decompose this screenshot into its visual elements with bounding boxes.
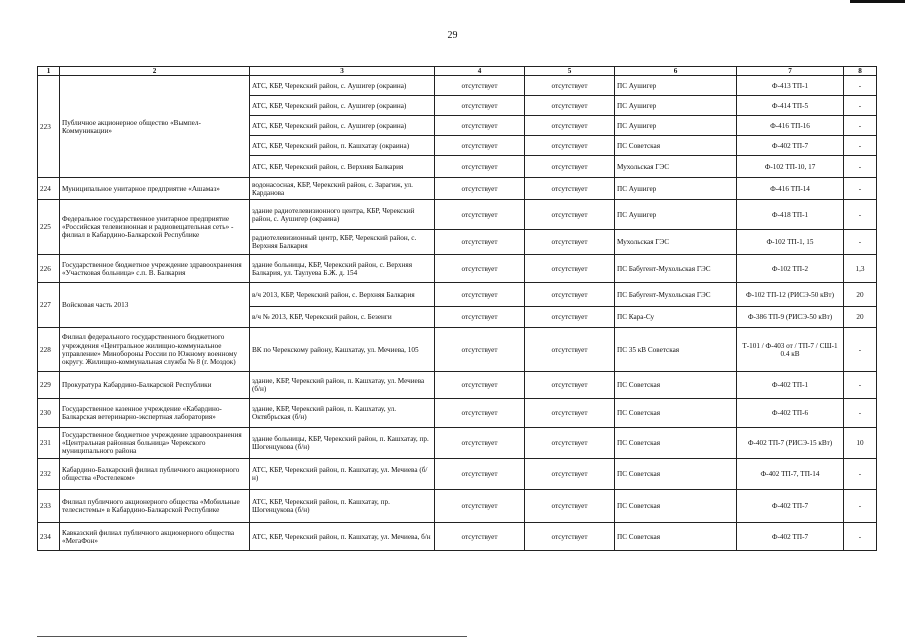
col-header: 4 xyxy=(435,67,525,76)
table-row xyxy=(38,372,877,399)
feeder-cell: Ф-413 ТП-1 xyxy=(737,76,844,96)
col5-cell: отсутствует xyxy=(525,523,615,551)
address-cell: водонасосная, КБР, Черекский район, с. Зарагиж, ул. Карданова xyxy=(250,178,435,200)
organization-cell: Кавказский филиал публичного акционерного общества «МегаФон» xyxy=(60,523,250,551)
table-row xyxy=(38,283,877,307)
row-number: 225 xyxy=(38,200,60,255)
col4-cell: отсутствует xyxy=(435,178,525,200)
col4-cell: отсутствует xyxy=(435,200,525,230)
col4-cell: отсутствует xyxy=(435,372,525,399)
col4-cell: отсутствует xyxy=(435,96,525,116)
substation-cell: ПС Советская xyxy=(615,490,737,523)
substation-cell: Мухольская ГЭС xyxy=(615,230,737,255)
feeder-cell: Ф-416 ТП-16 xyxy=(737,116,844,136)
col5-cell: отсутствует xyxy=(525,230,615,255)
organization-cell: Войсковая часть 2013 xyxy=(60,283,250,328)
col8-cell: - xyxy=(844,136,877,156)
row-number: 230 xyxy=(38,399,60,428)
bottom-rule xyxy=(37,636,467,637)
col4-cell: отсутствует xyxy=(435,76,525,96)
feeder-cell: Ф-402 ТП-1 xyxy=(737,372,844,399)
col8-cell: - xyxy=(844,156,877,178)
row-number: 232 xyxy=(38,459,60,490)
address-cell: АТС, КБР, Черекский район, с. Аушигер (окраина) xyxy=(250,76,435,96)
table-row xyxy=(38,399,877,428)
col5-cell: отсутствует xyxy=(525,307,615,328)
row-number: 226 xyxy=(38,255,60,283)
table-row xyxy=(38,428,877,459)
col5-cell: отсутствует xyxy=(525,428,615,459)
data-table xyxy=(37,66,877,551)
feeder-cell: Ф-402 ТП-7 xyxy=(737,523,844,551)
feeder-cell: Ф-416 ТП-14 xyxy=(737,178,844,200)
col8-cell: 20 xyxy=(844,307,877,328)
organization-cell: Прокуратура Кабардино-Балкарской Республики xyxy=(60,372,250,399)
substation-cell: ПС Аушигер xyxy=(615,116,737,136)
organization-cell: Филиал федерального государственного бюджетного учреждения «Центральное жилищно-коммунальное управление» Минобороны России по Южному военному округу. Жилищно-коммунальная служба № 8 (г. Моздок) xyxy=(60,328,250,372)
col4-cell: отсутствует xyxy=(435,459,525,490)
substation-cell: ПС Советская xyxy=(615,459,737,490)
col8-cell: - xyxy=(844,96,877,116)
feeder-cell: Ф-386 ТП-9 (РИСЭ-50 кВт) xyxy=(737,307,844,328)
row-number: 223 xyxy=(38,76,60,178)
substation-cell: ПС Бабугент-Мухольская ГЭС xyxy=(615,283,737,307)
feeder-cell: Т-101 / Ф-403 от / ТП-7 / СШ-1 0.4 кВ xyxy=(737,328,844,372)
substation-cell: Мухольская ГЭС xyxy=(615,156,737,178)
substation-cell: ПС Советская xyxy=(615,523,737,551)
col4-cell: отсутствует xyxy=(435,136,525,156)
organization-cell: Государственное казенное учреждение «Кабардино-Балкарская ветеринарно-экспертная лаборатория» xyxy=(60,399,250,428)
table-row xyxy=(38,328,877,372)
address-cell: здание радиотелевизионного центра, КБР, Черекский район, с. Аушигер (окраина) xyxy=(250,200,435,230)
table-row xyxy=(38,200,877,230)
feeder-cell: Ф-402 ТП-7 xyxy=(737,490,844,523)
address-cell: ВК по Черекскому району, Кашхатау, ул. Мечиева, 105 xyxy=(250,328,435,372)
col8-cell: - xyxy=(844,116,877,136)
table-row xyxy=(38,76,877,96)
col5-cell: отсутствует xyxy=(525,459,615,490)
col4-cell: отсутствует xyxy=(435,307,525,328)
substation-cell: ПС Аушигер xyxy=(615,178,737,200)
col8-cell: - xyxy=(844,76,877,96)
organization-cell: Публичное акционерное общество «Вымпел-Коммуникации» xyxy=(60,76,250,178)
table-row xyxy=(38,255,877,283)
col5-cell: отсутствует xyxy=(525,255,615,283)
organization-cell: Филиал публичного акционерного общества «Мобильные телесистемы» в Кабардино-Балкарской Республике xyxy=(60,490,250,523)
col4-cell: отсутствует xyxy=(435,230,525,255)
address-cell: здание больницы, КБР, Черекский район, п. Кашхатау, пр. Шогенцукова (б/н) xyxy=(250,428,435,459)
feeder-cell: Ф-102 ТП-10, 17 xyxy=(737,156,844,178)
feeder-cell: Ф-402 ТП-7 xyxy=(737,136,844,156)
row-number: 224 xyxy=(38,178,60,200)
organization-cell: Федеральное государственное унитарное предприятие «Российская телевизионная и радиовещательная сеть» - филиал в Кабардино-Балкарской Республике xyxy=(60,200,250,255)
col8-cell: 10 xyxy=(844,428,877,459)
col-header: 8 xyxy=(844,67,877,76)
col5-cell: отсутствует xyxy=(525,328,615,372)
col4-cell: отсутствует xyxy=(435,156,525,178)
col5-cell: отсутствует xyxy=(525,283,615,307)
col8-cell: 1,3 xyxy=(844,255,877,283)
table-row xyxy=(38,490,877,523)
substation-cell: ПС Аушигер xyxy=(615,76,737,96)
address-cell: АТС, КБР, Черекский район, с. Верхняя Балкария xyxy=(250,156,435,178)
address-cell: АТС, КБР, Черекский район, с. Аушигер (окраина) xyxy=(250,96,435,116)
address-cell: в/ч 2013, КБР, Черекский район, с. Верхняя Балкария xyxy=(250,283,435,307)
row-number: 227 xyxy=(38,283,60,328)
organization-cell: Государственное бюджетное учреждение здравоохранения «Центральная районная больница» Черекского муниципального района xyxy=(60,428,250,459)
address-cell: в/ч № 2013, КБР, Черекский район, с. Безенги xyxy=(250,307,435,328)
header-row xyxy=(38,67,877,76)
col4-cell: отсутствует xyxy=(435,328,525,372)
col-header: 7 xyxy=(737,67,844,76)
col-header: 5 xyxy=(525,67,615,76)
substation-cell: ПС 35 кВ Советская xyxy=(615,328,737,372)
substation-cell: ПС Советская xyxy=(615,399,737,428)
feeder-cell: Ф-402 ТП-7, ТП-14 xyxy=(737,459,844,490)
organization-cell: Государственное бюджетное учреждение здравоохранения «Участковая больница» с.п. В. Балкария xyxy=(60,255,250,283)
col5-cell: отсутствует xyxy=(525,178,615,200)
col-header: 1 xyxy=(38,67,60,76)
feeder-cell: Ф-402 ТП-6 xyxy=(737,399,844,428)
col5-cell: отсутствует xyxy=(525,399,615,428)
col8-cell: 20 xyxy=(844,283,877,307)
col5-cell: отсутствует xyxy=(525,200,615,230)
col5-cell: отсутствует xyxy=(525,372,615,399)
col5-cell: отсутствует xyxy=(525,76,615,96)
col5-cell: отсутствует xyxy=(525,116,615,136)
col-header: 6 xyxy=(615,67,737,76)
col5-cell: отсутствует xyxy=(525,136,615,156)
col8-cell: - xyxy=(844,372,877,399)
feeder-cell: Ф-418 ТП-1 xyxy=(737,200,844,230)
address-cell: АТС, КБР, Черекский район, п. Кашхатау, ул. Мечиева, б/н xyxy=(250,523,435,551)
col8-cell: - xyxy=(844,178,877,200)
address-cell: АТС, КБР, Черекский район, п. Кашхатау, ул. Мечиева (б/н) xyxy=(250,459,435,490)
table-row xyxy=(38,178,877,200)
organization-cell: Кабардино-Балкарский филиал публичного акционерного общества «Ростелеком» xyxy=(60,459,250,490)
col8-cell: - xyxy=(844,459,877,490)
col-header: 3 xyxy=(250,67,435,76)
substation-cell: ПС Советская xyxy=(615,136,737,156)
top-rule xyxy=(850,0,905,3)
address-cell: АТС, КБР, Черекский район, п. Кашхатау, пр. Шогенцукова (б/н) xyxy=(250,490,435,523)
substation-cell: ПС Кара-Су xyxy=(615,307,737,328)
table-row xyxy=(38,523,877,551)
col8-cell: - xyxy=(844,200,877,230)
address-cell: АТС, КБР, Черекский район, п. Кашхатау (окраина) xyxy=(250,136,435,156)
address-cell: АТС, КБР, Черекский район, с. Аушигер (окраина) xyxy=(250,116,435,136)
col4-cell: отсутствует xyxy=(435,116,525,136)
col5-cell: отсутствует xyxy=(525,96,615,116)
col4-cell: отсутствует xyxy=(435,283,525,307)
row-number: 231 xyxy=(38,428,60,459)
col5-cell: отсутствует xyxy=(525,156,615,178)
page-number: 29 xyxy=(447,30,458,41)
row-number: 233 xyxy=(38,490,60,523)
substation-cell: ПС Аушигер xyxy=(615,96,737,116)
feeder-cell: Ф-402 ТП-7 (РИСЭ-15 кВт) xyxy=(737,428,844,459)
feeder-cell: Ф-102 ТП-1, 15 xyxy=(737,230,844,255)
table-row xyxy=(38,459,877,490)
col4-cell: отсутствует xyxy=(435,428,525,459)
col8-cell: - xyxy=(844,328,877,372)
feeder-cell: Ф-414 ТП-5 xyxy=(737,96,844,116)
row-number: 228 xyxy=(38,328,60,372)
col4-cell: отсутствует xyxy=(435,490,525,523)
address-cell: радиотелевизионный центр, КБР, Черекский район, с. Верхняя Балкария xyxy=(250,230,435,255)
substation-cell: ПС Аушигер xyxy=(615,200,737,230)
substation-cell: ПС Советская xyxy=(615,372,737,399)
col5-cell: отсутствует xyxy=(525,490,615,523)
col8-cell: - xyxy=(844,399,877,428)
address-cell: здание, КБР, Черекский район, п. Кашхатау, ул. Мечиева (б/н) xyxy=(250,372,435,399)
feeder-cell: Ф-102 ТП-12 (РИСЭ-50 кВт) xyxy=(737,283,844,307)
col8-cell: - xyxy=(844,490,877,523)
substation-cell: ПС Советская xyxy=(615,428,737,459)
col4-cell: отсутствует xyxy=(435,255,525,283)
col-header: 2 xyxy=(60,67,250,76)
table-body xyxy=(38,76,877,551)
col8-cell: - xyxy=(844,523,877,551)
row-number: 234 xyxy=(38,523,60,551)
organization-cell: Муниципальное унитарное предприятие «Ашамаз» xyxy=(60,178,250,200)
col8-cell: - xyxy=(844,230,877,255)
address-cell: здание, КБР, Черекский район, п. Кашхатау, ул. Октябрьская (б/н) xyxy=(250,399,435,428)
address-cell: здание больницы, КБР, Черекский район, с. Верхняя Балкария, ул. Таулуева Б.Ж. д. 154 xyxy=(250,255,435,283)
substation-cell: ПС Бабугент-Мухольская ГЭС xyxy=(615,255,737,283)
row-number: 229 xyxy=(38,372,60,399)
col4-cell: отсутствует xyxy=(435,523,525,551)
feeder-cell: Ф-102 ТП-2 xyxy=(737,255,844,283)
col4-cell: отсутствует xyxy=(435,399,525,428)
